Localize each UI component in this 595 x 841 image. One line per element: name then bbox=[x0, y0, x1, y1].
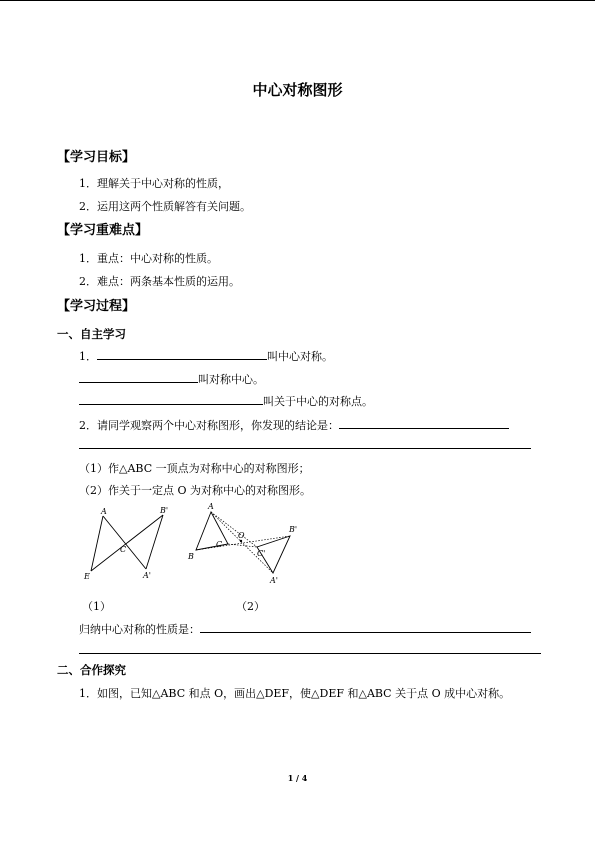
fig2-triangle-abc bbox=[196, 512, 228, 550]
process-heading: 【学习过程】 bbox=[57, 299, 136, 314]
fig2-dotted-c-c2 bbox=[228, 544, 257, 547]
question-1c-line bbox=[79, 393, 373, 409]
fig1-label-a2: A' bbox=[143, 571, 151, 580]
fig2-label-a2: A' bbox=[270, 576, 278, 585]
summary-line bbox=[79, 621, 531, 637]
question-2-line bbox=[79, 417, 509, 433]
figure-2 bbox=[187, 502, 297, 585]
fig1-segment-a-a2 bbox=[103, 516, 146, 569]
goal-item-1: 1．理解关于中心对称的性质， bbox=[79, 177, 229, 190]
page-title: 中心对称图形 bbox=[252, 81, 343, 99]
page-number: 1 / 4 bbox=[287, 773, 308, 783]
question-1b-line bbox=[79, 371, 264, 387]
question-1c-suffix: 叫关于中心的对称点。 bbox=[263, 395, 373, 408]
question-1-number: 1． bbox=[79, 350, 97, 363]
fig2-label-c2: C' bbox=[257, 549, 266, 558]
question-1b-blank[interactable] bbox=[79, 371, 198, 383]
keypoint-item-1: 1．重点：中心对称的性质。 bbox=[79, 252, 218, 265]
summary-text: 归纳中心对称的性质是： bbox=[79, 623, 200, 636]
figures-area bbox=[78, 500, 318, 595]
question-2-answer-line[interactable] bbox=[79, 448, 531, 449]
figure-2-caption: （2） bbox=[236, 600, 265, 613]
fig2-label-b2: B' bbox=[289, 525, 298, 534]
coop-question-1: 1．如图，已知△ABC 和点 O，画出△DEF，使△DEF 和△ABC 关于点 O 成中心对称。 bbox=[79, 687, 511, 700]
sub-task-1: （1）作△ABC 一顶点为对称中心的对称图形； bbox=[79, 462, 310, 475]
keypoint-item-2: 2．难点：两条基本性质的运用。 bbox=[79, 275, 240, 288]
summary-answer-line[interactable] bbox=[79, 653, 541, 654]
question-1-blank[interactable] bbox=[97, 348, 267, 360]
fig2-point-o bbox=[240, 540, 242, 542]
question-2-text: 2．请同学观察两个中心对称图形，你发现的结论是： bbox=[79, 419, 339, 432]
fig2-label-o: O bbox=[238, 531, 245, 540]
figure-1 bbox=[83, 506, 168, 581]
keypoints-heading: 【学习重难点】 bbox=[57, 223, 149, 238]
fig1-label-b2: B' bbox=[160, 506, 169, 515]
fig1-label-a: A bbox=[101, 507, 107, 516]
fig2-label-b: B bbox=[188, 552, 194, 561]
page-top-border bbox=[0, 0, 595, 1]
question-1-suffix: 叫中心对称。 bbox=[267, 350, 333, 363]
fig1-label-e: E bbox=[84, 572, 90, 581]
summary-blank[interactable] bbox=[200, 621, 531, 633]
question-1-line bbox=[79, 348, 333, 364]
sub-task-2: （2）作关于一定点 O 为对称中心的对称图形。 bbox=[79, 484, 312, 497]
self-study-heading: 一、自主学习 bbox=[57, 327, 126, 341]
figure-1-caption: （1） bbox=[82, 600, 111, 613]
coop-heading: 二、合作探究 bbox=[57, 663, 126, 677]
fig1-label-c: C bbox=[120, 545, 127, 554]
goal-item-2: 2．运用这两个性质解答有关问题。 bbox=[79, 200, 251, 213]
goals-heading: 【学习目标】 bbox=[57, 150, 136, 165]
question-1b-suffix: 叫对称中心。 bbox=[198, 373, 264, 386]
question-1c-blank[interactable] bbox=[79, 393, 263, 405]
fig1-segment-b2-a2 bbox=[146, 515, 163, 569]
question-2-blank[interactable] bbox=[339, 417, 509, 429]
fig2-label-c: C bbox=[216, 540, 223, 549]
fig2-label-a: A bbox=[208, 502, 214, 511]
